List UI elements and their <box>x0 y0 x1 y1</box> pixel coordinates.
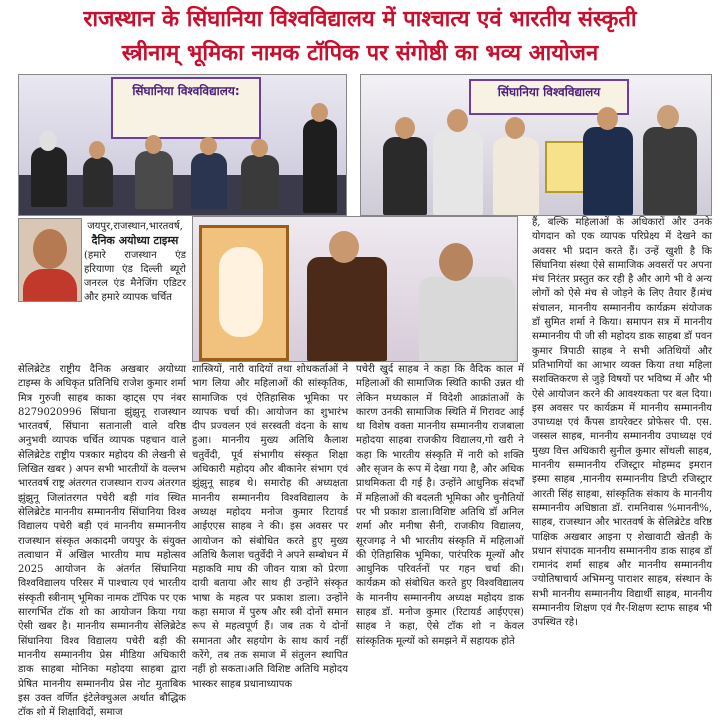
goddess-figure <box>219 247 263 337</box>
reporter-shirt <box>23 269 77 301</box>
person-standing-3 <box>493 137 539 215</box>
photo-award-presentation <box>360 74 712 216</box>
article-column-2: शास्त्रियों, नारी वादियों तथा शोधकर्ताओं ने भाग लिया और महिलाओं की सांस्कृतिक, सामाजिक एवं ऐतिहासिक भूमिका पर व्यापक चर्चा की। आयोजन का शुभारंभ दीप प्रज्वलन एवं सरस्वती वंदना के साथ हुआ। माननीय मुख्य अतिथि कैलाश चतुर्वेदी, पूर्व संभागीय संस्कृत शिक्षा अधिकारी महोदय और बीकानेर संभाग एवं झुंझुनू साहब थे। समारोह की अध्यक्षता माननीय सम्माननीय विश्वविद्यालय के अध्यक्ष महोदय मनोज कुमार रिटायर्ड आईएएस साहब ने की। इस अवसर पर आयोजन को संबोधित करते हुए मुख्य अतिथि कैलाश चतुर्वेदी ने अपने सम्बोधन में महाकवि माघ की जीवन यात्रा को प्रेरणा दायी बताया और साथ ही उन्होंने संस्कृत भाषा के महत्व पर प्रकाश डाला। उन्होंने कहा समाज में पुरुष और स्त्री दोनों समान रूप से महत्वपूर्ण हैं। जब तक ये दोनों समानता और सहयोग के साथ कार्य नहीं करेंगे, तब तक समाज में संतुलन स्थापित नहीं हो सकता।अति विशिष्ट अतिथि महोदय भास्कर साहब प्रधानाध्यापक <box>192 364 348 690</box>
photo-stage-guests <box>18 74 347 216</box>
article-col1-top: (हमारे राजस्थान एंड हरियाणा एंड दिल्ली ब्यूरो जनरल एंड मैनेजिंग एडिटर और हमारे व्यापक चर्चित <box>84 249 186 304</box>
head <box>657 105 679 129</box>
head <box>439 243 473 281</box>
person-seated-2 <box>83 157 113 207</box>
person-seated-5 <box>241 155 279 209</box>
head <box>447 109 468 132</box>
certificate <box>545 141 585 193</box>
article-column-3: पचेरी खुर्द साहब ने कहा कि वैदिक काल में महिलाओं की सामाजिक स्थिति काफी उन्नत थी लेकिन मध्यकाल में विदेशी आक्रांताओं के कारण उनकी सामाजिक स्थिति में गिरावट आई था विशेष वक्ता माननीय सम्माननीय राजबाला महोदया साहबा राजकीय विद्यालय,गो खरी ने कहा कि भारतीय संस्कृति में नारी को शक्ति और सृजन के रूप में देखा गया है, और अधिक प्राथमिकता दी गई है। उन्होंने आधुनिक संदर्भों में महिलाओं की बदलती भूमिका और चुनौतियों पर भी प्रकाश डाला।विशिष्ट अतिथि डॉ अनिल शर्मा और मनीषा सैनी, राजकीय विद्यालय, सूरजगढ़ ने भी भारतीय संस्कृति में महिलाओं की ऐतिहासिक भूमिका, पारंपरिक मूल्यों और आधुनिक परिवर्तनों पर गहन चर्चा की। कार्यक्रम को संबोधित करते हुए विश्वविद्यालय के माननीय सम्माननीय अध्यक्ष महोदय डाक साहब डॉ. मनोज कुमार (रिटायर्ड आईएएस) साहब ने कहा, ऐसे टॉक शो न केवल सांस्कृतिक मूल्यों को समझने में सहायक होते <box>356 364 524 647</box>
speaker-standing <box>303 119 337 213</box>
dateline-paper: दैनिक अयोध्या टाइम्स <box>91 234 179 248</box>
reporter-portrait <box>18 218 82 302</box>
head <box>311 103 328 122</box>
turban-head <box>39 131 57 151</box>
headline-line-1: राजस्थान के सिंघानिया विश्वविद्यालय में पाश्चात्य एवं भारतीय संस्कृती <box>83 7 637 32</box>
head <box>395 117 415 139</box>
event-banner <box>111 77 261 139</box>
head <box>200 137 217 155</box>
head <box>597 107 618 130</box>
person-seated-3 <box>135 151 173 209</box>
article-dateline-block <box>84 220 186 306</box>
person-offering-flowers <box>307 257 387 361</box>
person-seated-4 <box>191 153 227 209</box>
stage-table <box>19 175 346 215</box>
article-column-1: सेलिब्रेटेड राष्ट्रीय दैनिक अखबार अयोध्या टाइम्स के अधिकृत प्रतिनिधि राजेश कुमार शर्मा मित्र गुरुजी साहब काका व्हाट्स एप नंबर 8279020996 सिंघाना झुंझुनू राजस्थान भारतवर्ष, सिंघाना सतानाली वाले वरिष्ठ अनुभवी व्यापक चर्चित व्यापक पहचान वाले सेलिब्रेटेड राष्ट्रीय पत्रकार महोदय की लेखनी से लिखित खबर ) अपन सभी भारतीयों के वल्लभ भारतवर्ष राष्ट्र अंतरगत राजस्थान राज्य अंतरगत झुंझुनू जिलांतरगत पचेरी बड़ी गांव स्थित सेलिब्रेटेड माननीय सम्माननीय सिंघानिया विश्व विद्यालय पचेरी बड़ी एवं माननीय सम्माननीय राजस्थान संस्कृत अकादमी जयपुर के संयुक्त तत्वाधान में अखिल भारतीय माघ महोत्सव 2025 आयोजन के अंतर्गत सिंघानिया विश्वविद्यालय परिसर में पाश्चात्य एवं भारतीय संस्कृती स्त्रीनाम् भूमिका नामक टॉपिक पर एक सारगर्भित टॉक शो का आयोजन किया गया ऐसी खबर है। माननीय सम्माननीय सेलिब्रेटेड सिंघानिया विश्व विद्यालय पचेरी बड़ी की माननीय सम्माननीय प्रेस मीडिया अधिकारी डाक साहबा मोनिका महोदया साहबा द्वारा प्रेषित माननीय सम्माननीय प्रेस नोट मुताबिक इस उक्त वर्णित इंटेलेक्चुअल अर्थात बौद्धिक टॉक शो में शिक्षाविदों, समाज <box>18 364 186 719</box>
photo-saraswati-puja <box>192 216 518 362</box>
head <box>33 229 67 269</box>
head <box>89 141 105 159</box>
banner-text: सिंघानिया विश्वविद्यालय <box>497 85 601 99</box>
dateline-place: जयपुर,राजस्थान,भारतवर्ष, <box>87 221 183 232</box>
headline-line-2: स्त्रीनाम् भूमिका नामक टॉपिक पर संगोष्ठी का भव्य आयोजन <box>121 41 599 66</box>
headline <box>0 0 720 72</box>
person-standing-2 <box>433 129 483 215</box>
banner-text: सिंघानिया विश्वविद्यालय: <box>132 84 240 98</box>
person-standing-4 <box>583 127 633 215</box>
head <box>329 231 359 263</box>
person-foreground <box>419 277 515 361</box>
article-column-4: हैं, बल्कि महिलाओं के अधिकारों और उनके योगदान को एक व्यापक परिप्रेक्ष्य में देखने का अवसर भी प्रदान करते हैं। उन्हें खुशी है कि सिंघानिया संस्था ऐसे सामाजिक अवसरों पर अपना मंच निरंतर प्रस्तुत कर रही है और आगे भी वे अन्य लोगों को ऐसे मंच से जोड़ने के लिए तैयार हैं।मंच संचालन, माननीय सम्माननीय कार्यक्रम संयोजक डॉ सुमित शर्मा ने किया। समापन सत्र में माननीय सम्माननीय पी जी सी महोदय डाक साहबा डॉ पवन कुमार त्रिपाठी साहब ने सभी अतिथियों और प्रतिभागियों का आभार व्यक्त किया तथा महिला सशक्तिकरण से जुड़े विषयों पर भविष्य में और भी ऐसे आयोजन करने की आवश्यकता पर बल दिया। इस अवसर पर कार्यक्रम में माननीय सम्माननीय उपाध्यक्ष एवं कैंपस डायरेक्टर प्रोफेसर पी. एस. जस्सल साहब, माननीय सम्माननीय उपाध्यक्ष एवं मुख्य वित्त अधिकारी सुनील कुमार सोंथली साहब, माननीय सम्माननीय रजिस्ट्रार मोहम्मद इमरान इस्मा साहब ,माननीय सम्माननीय डिप्टी रजिस्ट्रार आरती सिंह साहबा, सांस्कृतिक संकाय के माननीय सम्माननीय अधिष्ठाता डॉ. रामनिवास %माननी%, साहब, राजस्थान और भारतवर्ष के सेलिब्रेटेड वरिष्ठ पाक्षिक अखबार आइना ए शेखावाटी खेतड़ी के प्रधान संपादक माननीय सम्माननीय डाक साहब डॉ रामानंद शर्मा साहब और माननीय सम्माननीय ज्योतिषाचार्य अभिमन्यु पाराशर साहब, संस्थान के सभी माननीय सम्माननीय विद्यार्थी साहब, माननीय सम्माननीय शिक्षण एवं गैर-शिक्षण स्टाफ साहब भी उपस्थित रहे। <box>532 217 712 629</box>
person-standing-1 <box>383 137 427 215</box>
person-seated-1 <box>31 147 67 207</box>
head <box>505 117 525 139</box>
person-standing-5 <box>643 127 697 215</box>
head <box>145 135 162 154</box>
head <box>251 139 268 157</box>
